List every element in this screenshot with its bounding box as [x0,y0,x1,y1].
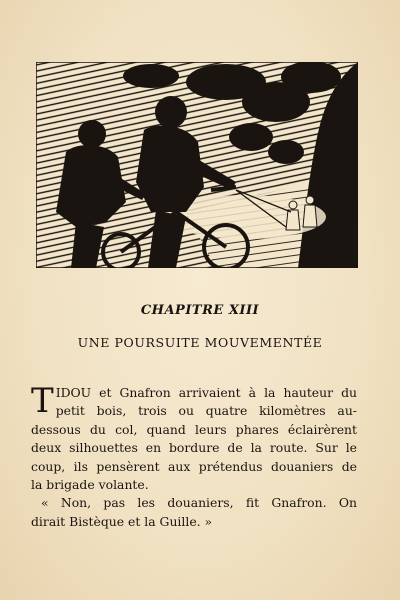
drop-cap: T [31,381,54,421]
paragraph-2-line-1: « Non, pas les douaniers, fit Gnafron. On [41,495,357,511]
chapter-illustration [36,62,358,268]
paragraph-1-line-1: IDOU et Gnafron arrivaient à la hauteur du [55,385,357,400]
chapter-body-text [31,381,357,531]
paragraph-1-line-4: deux silhouettes en bordure de la route. Sur le [31,440,357,456]
paragraph-2-line-2: dirait Bistèque et la Guille. » [31,513,213,529]
paragraph-1-line-3: dessous du col, quand leurs phares éclairèrent [31,421,357,437]
paragraph-1-line-5: coup, ils pensèrent aux prétendus douaniers de [31,458,357,474]
chapter-number-heading: CHAPITRE XIII [140,303,260,318]
chapter-title: UNE POURSUITE MOUVEMENTÉE [77,335,323,350]
paragraph-1-line-2: petit bois, trois ou quatre kilomètres au- [55,403,357,419]
paragraph-1-line-6: la brigade volante. [31,477,149,493]
